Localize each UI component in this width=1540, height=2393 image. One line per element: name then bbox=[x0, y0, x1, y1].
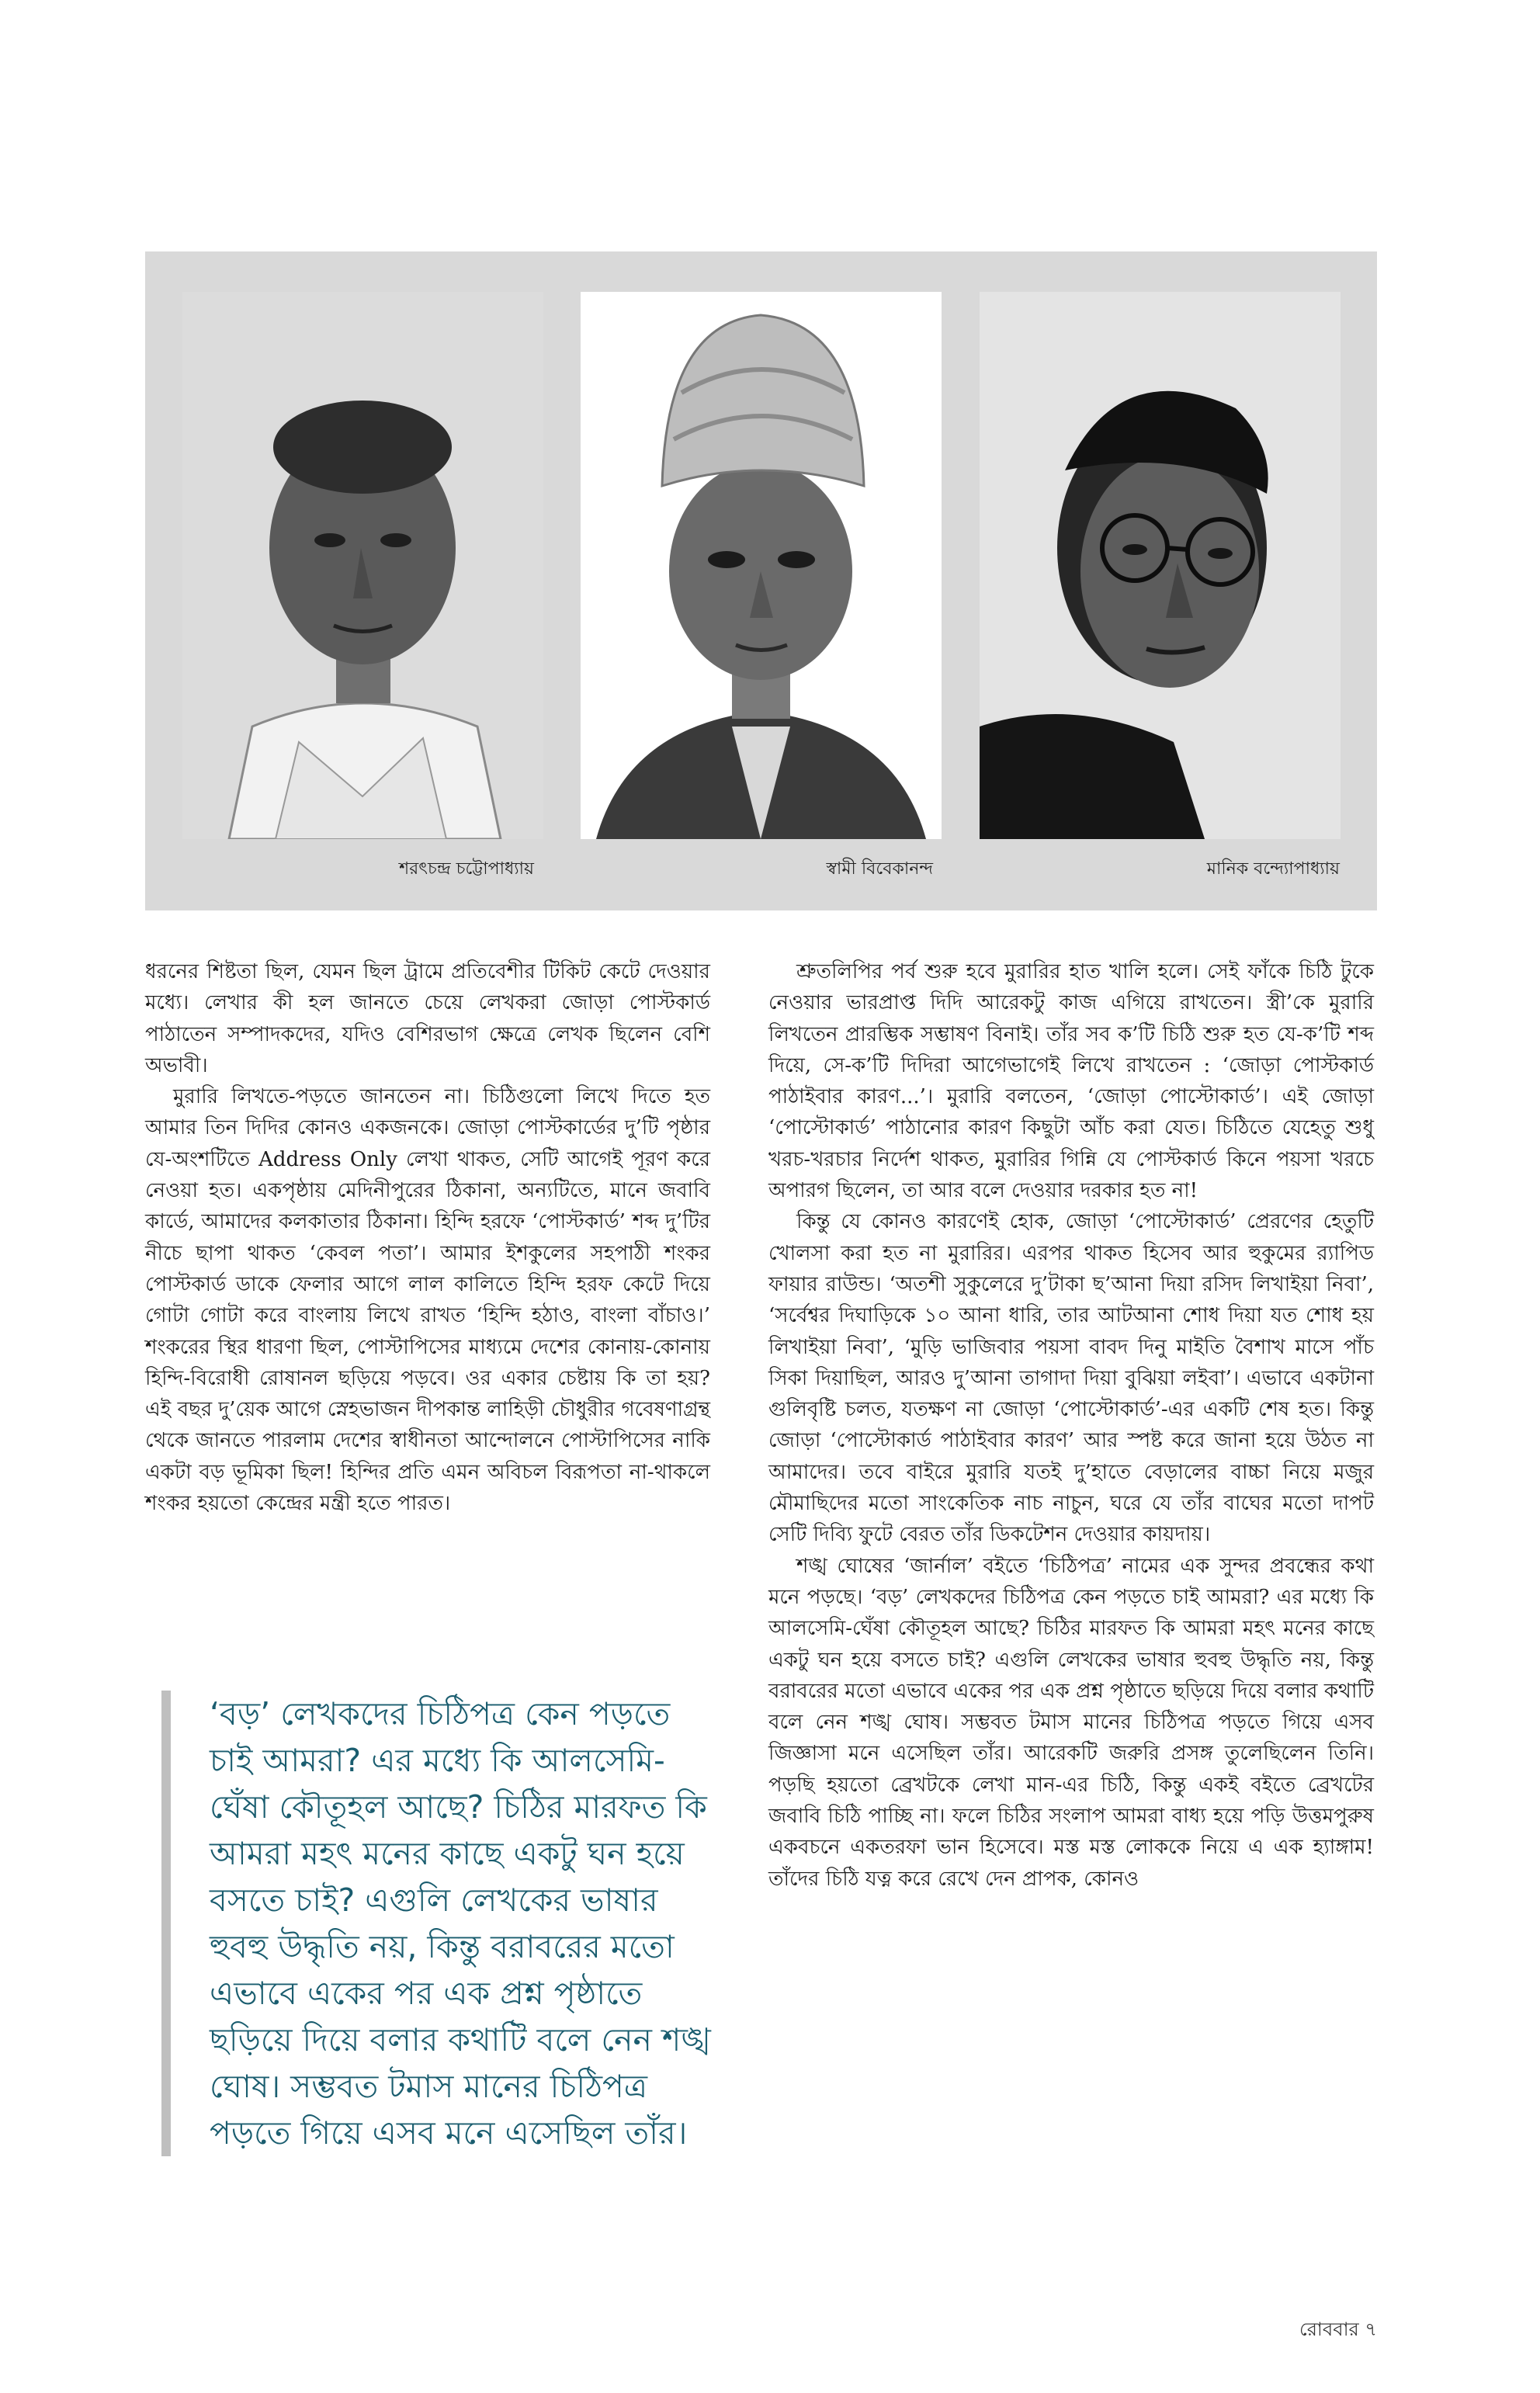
portrait-sarat-chandra bbox=[182, 292, 543, 839]
paragraph: মুরারি লিখতে-পড়তে জানতেন না। চিঠিগুলো লিখে দিতে হত আমার তিন দিদির কোনও একজনকে। জোড়া পোস্টকার্ডের দু’টি পৃষ্ঠার যে-অংশটিতে Address Only লেখা থাকত, সেটি আগেই পূরণ করে নেওয়া হত। একপৃষ্ঠায় মেদিনীপুরের ঠিকানা, অন্যটিতে, মানে জবাবি কার্ডে, আমাদের কলকাতার ঠিকানা। হিন্দি হরফে ‘পোস্টকার্ড’ শব্দ দু’টির নীচে ছাপা থাকত ‘কেবল পতা’। আমার ইশকুলের সহপাঠী শংকর পোস্টকার্ড ডাকে ফেলার আগে লাল কালিতে হিন্দি হরফ কেটে দিয়ে গোটা গোটা করে বাংলায় লিখে রাখত ‘হিন্দি হঠাও, বাংলা বাঁচাও।’ শংকরের স্থির ধারণা ছিল, পোস্টাপিসের মাধ্যমে দেশের কোনায়-কোনায় হিন্দি-বিরোধী রোষানল ছড়িয়ে পড়বে। ওর একার চেষ্টায় কি তা হয়? এই বছর দু’য়েক আগে স্নেহভাজন দীপকান্ত লাহিড়ী চৌধুরীর গবেষণাগ্রন্থ থেকে জানতে পারলাম দেশের স্বাধীনতা আন্দোলনে পোস্টাপিসের নাকি একটা বড় ভূমিকা ছিল! হিন্দির প্রতি এমন অবিচল বিরূপতা না-থাকলে শংকর হয়তো কেন্দ্রের মন্ত্রী হতে পারত। bbox=[145, 1085, 710, 1516]
photo-caption: শরৎচন্দ্র চট্টোপাধ্যায় bbox=[399, 859, 534, 879]
paragraph: ধরনের শিষ্টতা ছিল, যেমন ছিল ট্রামে প্রতিবেশীর টিকিট কেটে দেওয়ার মধ্যে। লেখার কী হল জানতে চেয়ে লেখকরা জোড়া পোস্টকার্ড পাঠাতেন সম্পাদকদের, যদিও বেশিরভাগ ক্ষেত্রে লেখক ছিলেন বেশি অভাবী। bbox=[145, 960, 710, 1077]
right-column bbox=[768, 956, 1374, 1895]
pull-quote: ‘বড়’ লেখকদের চিঠিপত্র কেন পড়তে চাই আমরা? এর মধ্যে কি আলসেমি-ঘেঁষা কৌতূহল আছে? চিঠির মারফত কি আমরা মহৎ মনের কাছে একটু ঘন হয়ে বসতে চাই? এগুলি লেখকের ভাষার হুবহু উদ্ধৃতি নয়, কিন্তু বরাবরের মতো এভাবে একের পর এক প্রশ্ন পৃষ্ঠাতে ছড়িয়ে দিয়ে বলার কথাটি বলে নেন শঙ্খ ঘোষ। সম্ভবত টমাস মানের চিঠিপত্র পড়তে গিয়ে এসব মনে এসেছিল তাঁর। bbox=[161, 1691, 714, 2156]
left-column bbox=[145, 956, 710, 1519]
photo-caption: স্বামী বিবেকানন্দ bbox=[826, 859, 933, 879]
portrait-vivekananda-image bbox=[581, 292, 942, 839]
photo-panel bbox=[145, 251, 1377, 910]
paragraph: শ্রুতলিপির পর্ব শুরু হবে মুরারির হাত খালি হলে। সেই ফাঁকে চিঠি টুকে নেওয়ার ভারপ্রাপ্ত দিদি আরেকটু কাজ এগিয়ে রাখতেন। স্ত্রী’কে মুরারি লিখতেন প্রারম্ভিক সম্ভাষণ বিনাই। তাঁর সব ক’টি চিঠি শুরু হত যে-ক’টি শব্দ দিয়ে, সে-ক’টি দিদিরা আগেভাগেই লিখে রাখতেন : ‘জোড়া পোস্টকার্ড পাঠাইবার কারণ...’। মুরারি বলতেন, ‘জোড়া পোস্টোকার্ড’। এই জোড়া ‘পোস্টোকার্ড’ পাঠানোর কারণ কিছুটা আঁচ করা যেত। চিঠিতে যেহেতু শুধু খরচ-খরচার নির্দেশ থাকত, মুরারির গিন্নি যে পোস্টকার্ড কিনে পয়সা খরচে অপারগ ছিলেন, তা আর বলে দেওয়ার দরকার হত না! bbox=[768, 960, 1374, 1203]
photo-caption: মানিক বন্দ্যোপাধ্যায় bbox=[1206, 859, 1340, 879]
portrait-manik-bandyopadhyay-image bbox=[980, 292, 1341, 839]
portrait-vivekananda bbox=[581, 292, 942, 839]
portrait-manik-bandyopadhyay bbox=[980, 292, 1341, 839]
paragraph: কিন্তু যে কোনও কারণেই হোক, জোড়া ‘পোস্টোকার্ড’ প্রেরণের হেতুটি খোলসা করা হত না মুরারির। এরপর থাকত হিসেব আর হুকুমের র‍্যাপিড ফায়ার রাউন্ড। ‘অতশী সুকুলেরে দু’টাকা ছ’আনা দিয়া রসিদ লিখাইয়া নিবা’, ‘সর্বেশ্বর দিঘাড়িকে ১০ আনা ধারি, তার আটআনা শোধ দিয়া যত শোধ হয় লিখাইয়া নিবা’, ‘মুড়ি ভাজিবার পয়সা বাবদ দিনু মাইতি বৈশাখ মাসে পাঁচ সিকা দিয়াছিল, আরও দু’আনা তাগাদা দিয়া বুঝিয়া লইবা’। এভাবে একটানা গুলিবৃষ্টি চলত, যতক্ষণ না জোড়া ‘পোস্টোকার্ড’-এর একটি শেষ হত। কিন্তু জোড়া ‘পোস্টোকার্ড পাঠাইবার কারণ’ আর স্পষ্ট করে জানা হয়ে উঠত না আমাদের। তবে বাইরে মুরারি যতই দু’হাতে বেড়ালের বাচ্চা নিয়ে মজুর মৌমাছিদের মতো সাংকেতিক নাচ নাচুন, ঘরে যে তাঁর বাঘের মতো দাপট সেটি দিব্যি ফুটে বেরত তাঁর ডিকটেশন দেওয়ার কায়দায়। bbox=[768, 1210, 1374, 1547]
page-folio: রোববার ৭ bbox=[1299, 2318, 1377, 2340]
paragraph: শঙ্খ ঘোষের ‘জার্নাল’ বইতে ‘চিঠিপত্র’ নামের এক সুন্দর প্রবন্ধের কথা মনে পড়ছে। ‘বড়’ লেখকদের চিঠিপত্র কেন পড়তে চাই আমরা? এর মধ্যে কি আলসেমি-ঘেঁষা কৌতূহল আছে? চিঠির মারফত কি আমরা মহৎ মনের কাছে একটু ঘন হয়ে বসতে চাই? এগুলি লেখকের ভাষার হুবহু উদ্ধৃতি নয়, কিন্তু বরাবরের মতো এভাবে একের পর এক প্রশ্ন পৃষ্ঠাতে ছড়িয়ে দিয়ে বলার কথাটি বলে নেন শঙ্খ ঘোষ। সম্ভবত টমাস মানের চিঠিপত্র পড়তে গিয়ে এসব জিজ্ঞাসা মনে এসেছিল তাঁর। আরেকটি জরুরি প্রসঙ্গ তুলেছিলেন তিনি। পড়ছি হয়তো ব্রেখটকে লেখা মান-এর চিঠি, কিন্তু একই বইতে ব্রেখটের জবাবি চিঠি পাচ্ছি না। ফলে চিঠির সংলাপ আমরা বাধ্য হয়ে পড়ি উত্তমপুরুষ একবচনে একতরফা ভান হিসেবে। মস্ত মস্ত লোককে নিয়ে এ এক হ্যাঙ্গাম! তাঁদের চিঠি যত্ন করে রেখে দেন প্রাপক, কোনও bbox=[768, 1554, 1374, 1891]
portrait-sarat-chandra-image bbox=[182, 292, 543, 839]
